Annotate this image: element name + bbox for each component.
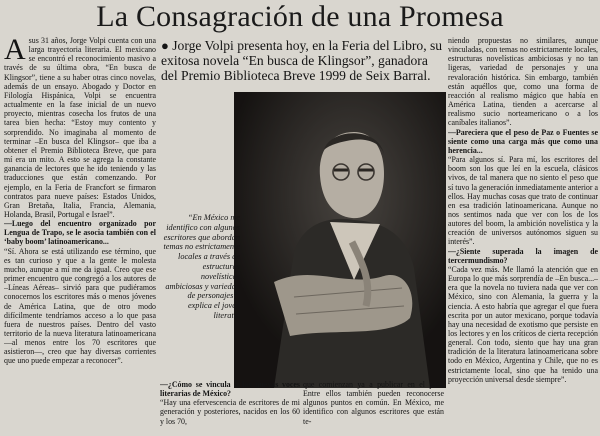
paragraph: que comienzan ya a publicar en el país. Entre ellos también pueden reconocerse algunos puntos en común. En México, me identifico con algunos escritores que están te- [303,380,444,426]
paragraph: “Hay una efervescencia de escritores de mi generación y posteriores, nacidos en los 60 y los 70, [160,398,300,426]
column-2 [160,380,300,436]
paragraph: niendo propuestas no similares, aunque vinculadas, con temas no estrictamente locales, estructuras novelísticas ambiciosas y no tan ligeras, variedad de personajes y una revaloración histórica. Sin embargo, también están aquéllos que, como una forma de reacción al realismo mágico que había en América Latina, tienden a acercarse al realismo sucio norteamericano o a los caníbales italianos”. [448,36,598,128]
interview-question: —Pareciera que el peso de Paz o Fuentes se siente como una carga más que como una herencia... [448,127,598,155]
paragraph: Asus 31 años, Jorge Volpi cuenta con una larga trayectoria literaria. El mexicano se encontró el reconocimiento masivo a través de su última obra, “En busca de Klingsor”, tiene a su haber otras cinco novelas, además de un ensayo. Abogado y Doctor en Filología Hispánica, Volpi se encuentra actualmente en la fase inicial de un nuevo proyecto, mientras cosecha los frutos de una tarea bien hecha: “Estoy muy contento y sorprendido. No imaginaba al momento de terminar –En busca del Klingsor– que iba a obtener el Premio Biblioteca Breve, que para mí era un mito. A esto se agrega la constante ganancia de lectores que he ido teniendo y las traducciones que están comenzando. Por ejemplo, en la Feria de Francfort se firmaron contratos para nueve países: Estados Unidos, Gran Bretaña, Italia, Francia, Alemania, Holanda, Brasil, Portugal e Israel”. [4,36,156,219]
interview-question: —¿Siente superada la imagen de tercermundismo? [448,246,598,265]
paragraph: “Cada vez más. Me llamó la atención que en Europa lo que más sorprendía de –En busca...– era que la novela no tuviera nada que ver con México, sino con Alemania, la guerra y la ciencia. A esto habría que agregar el que fuera escrita por un autor mexicano, porque todavía hay una necesidad de exotismo que persiste en los lectores y en los críticos de cierta recepción general. Con todo, siento que hay una gran tradición de la literatura latinoamericana sobre todo en México, Argentina y Chile, que no es estrictamente local, sino que ha tenido una proyección universal desde siempre”. [448,264,598,384]
paragraph: “Para algunos sí. Para mí, los escritores del boom son los que leí en la escuela, clásicos vivos, de tal manera que no siento el peso que sí tuvo la generación inmediatamente anterior a ellos. Hay muchas cosas que trato de continuar en esa tradición latinoamericana. Aunque no nos sentimos nada que ver con los de los autores del boom, la ambición novelística y la creación de universos autónomos siguen su interés”. [448,155,598,247]
interview-question: —Luego del encuentro organizado por Lengua de Trapo, se le asocia también con el ‘baby boom’ latinoamericano... [4,219,156,247]
author-photo [234,92,446,388]
drop-cap: A [4,36,26,66]
deck-text: Jorge Volpi presenta hoy, en la Feria del Libro, su exitosa novela “En busca de Klingsor”, ganadora del Premio Biblioteca Breve 1999 de Seix Barral. [161,38,443,84]
headline: La Consagración de una Promesa [96,0,504,33]
deck-summary [161,38,446,84]
column-1 [4,36,156,436]
column-4 [448,36,598,436]
interview-question: —¿Cómo se vincula a las nuevas voces literarias de México? [160,380,300,399]
paragraph: “Sí. Ahora se está utilizando ese término, que es tan curioso y que a la gente le molesta mucho, aunque a mí me da igual. Creo que ese primer encuentro que congregó a los autores de –Líneas Aéreas– sirvió para que pudiéramos conocernos los escritores más o menos jóvenes de América Latina, que de otro modo difícilmente tendríamos acceso a lo que pasa fuera de nuestros países. Dentro del vasto territorio de la nueva literatura latinoamericana —al menos entre los 70 escritores que asistieron—, creo que hay diversas corrientes que uno puede empezar a reconocer”. [4,246,156,366]
pull-quote: “En México me identifico con algunos escritores que abordan temas no estrictamente locales a través de estructuras novelísticas ambiciosas y variedad de personajes”, explica el joven literato. [163,213,240,320]
bullet-icon: ● [161,38,169,53]
column-3 [303,380,444,436]
